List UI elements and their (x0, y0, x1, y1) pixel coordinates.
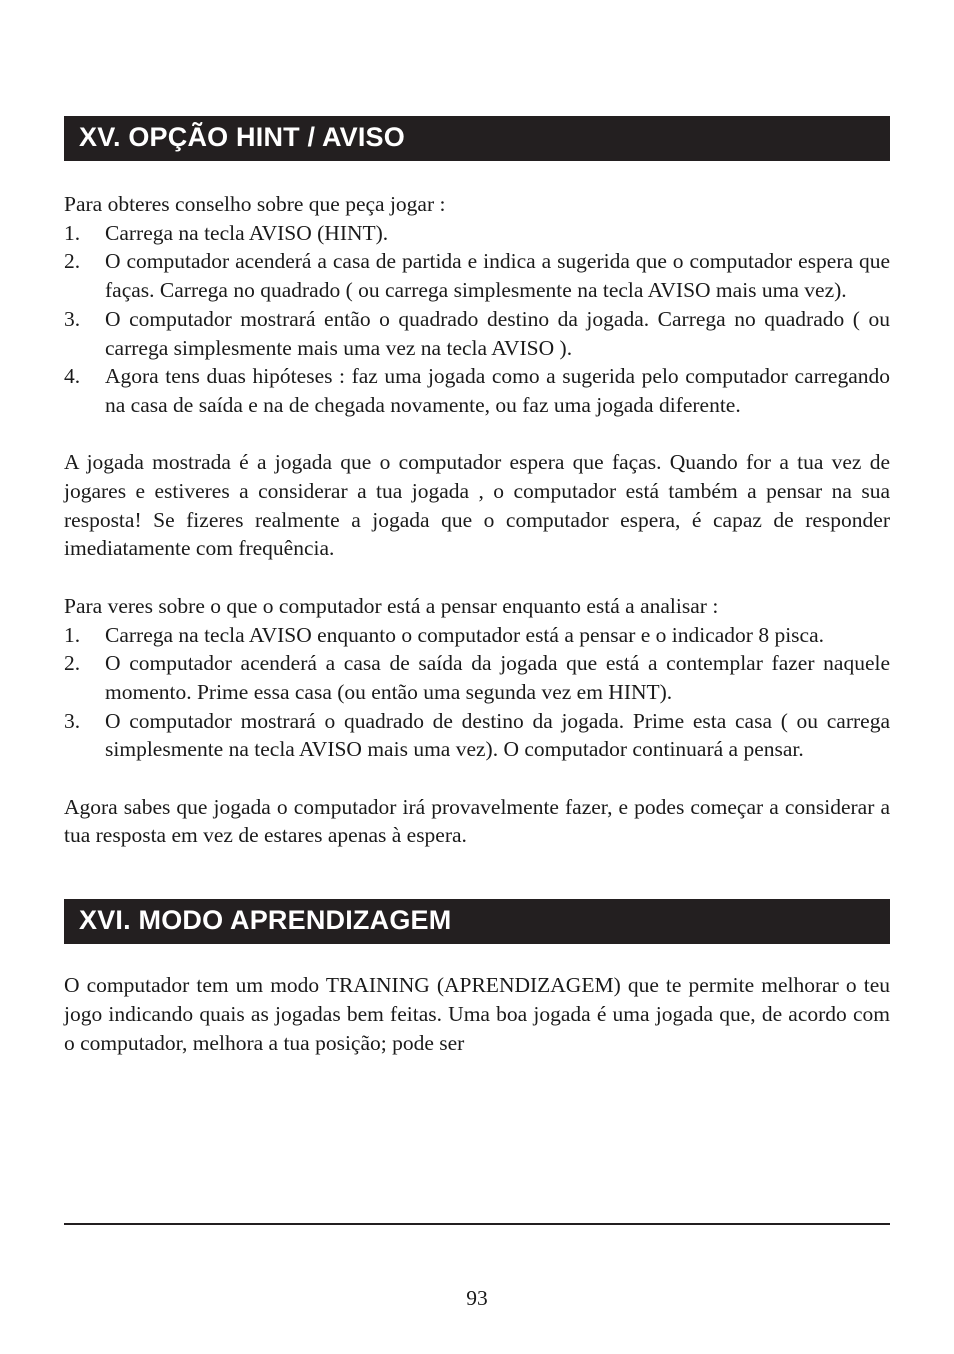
document-page (64, 116, 890, 1057)
section-heading-hint (64, 116, 890, 161)
page-number: 93 (466, 1286, 488, 1310)
list-item-number: 4. (64, 364, 81, 389)
list-item-text: Agora tens duas hipóteses : faz uma jogada como a sugerida pelo computador carregando na casa de saída e na de chegada novamente, ou faz uma jogada diferente. (105, 364, 890, 417)
list-item-text: O computador mostrará então o quadrado destino da jogada. Carrega no quadrado ( ou carrega simplesmente mais uma vez na tecla AVISO ). (105, 306, 890, 360)
list-item (64, 305, 890, 362)
list-item-text: O computador acenderá a casa de saída da jogada que está a contemplar fazer naquele momento. Prime essa casa (ou então uma segunda vez em HINT). (105, 651, 890, 704)
list-item (64, 362, 890, 419)
analysis-intro: Para veres sobre o que o computador está a pensar enquanto está a analisar : (64, 593, 719, 618)
paragraph-gap (64, 563, 890, 592)
analysis-steps-list (64, 621, 890, 765)
list-item-text: O computador mostrará o quadrado de destino da jogada. Prime esta casa ( ou carrega simplesmente na tecla AVISO mais uma vez). O computador continuará a pensar. (105, 708, 890, 762)
list-item (64, 649, 890, 706)
list-item (64, 247, 890, 304)
list-item (64, 219, 890, 248)
footer-rule (64, 1223, 890, 1225)
training-paragraph: O computador tem um modo TRAINING (APRENDIZAGEM) que te permite melhorar o teu jogo indicando quais as jogadas bem feitas. Uma boa jogada é uma jogada que, de acordo com o computador, melhora a tua posição; pode ser (64, 973, 890, 1055)
section-heading-training-title: XVI. MODO APRENDIZAGEM (79, 905, 452, 936)
hint-steps-list (64, 219, 890, 420)
list-item-text: O computador acenderá a casa de partida e indica a sugerida que o computador espera que faças. Carrega no quadrado ( ou carrega simplesmente na tecla AVISO mais uma vez). (105, 249, 890, 303)
section-heading-training (64, 899, 890, 944)
list-item-number: 1. (64, 622, 81, 647)
hint-conclusion: Agora sabes que jogada o computador irá provavelmente fazer, e podes começar a considerar a tua resposta em vez de estares apenas à espera. (64, 794, 890, 848)
list-item-number: 2. (64, 651, 81, 676)
list-item-text: Carrega na tecla AVISO enquanto o computador está a pensar e o indicador 8 pisca. (105, 622, 825, 647)
list-item-number: 3. (64, 708, 81, 733)
list-item (64, 621, 890, 650)
section-heading-hint-title: XV. OPÇÃO HINT / AVISO (79, 122, 405, 152)
hint-paragraph: A jogada mostrada é a jogada que o computador espera que faças. Quando for a tua vez de jogares e estiveres a considerar a tua jogada , o computador está também a pensar na sua resposta! Se fizeres realmente a jogada que o computador espera, é capaz de responder imediatamente com frequência. (64, 450, 890, 561)
list-item-number: 1. (64, 220, 81, 245)
list-item-number: 2. (64, 249, 81, 274)
paragraph-gap (64, 420, 890, 449)
hint-intro: Para obteres conselho sobre que peça jogar : (64, 192, 446, 216)
list-item (64, 707, 890, 764)
list-item-number: 3. (64, 306, 81, 331)
paragraph-gap (64, 764, 890, 793)
list-item-text: Carrega na tecla AVISO (HINT). (105, 220, 389, 245)
